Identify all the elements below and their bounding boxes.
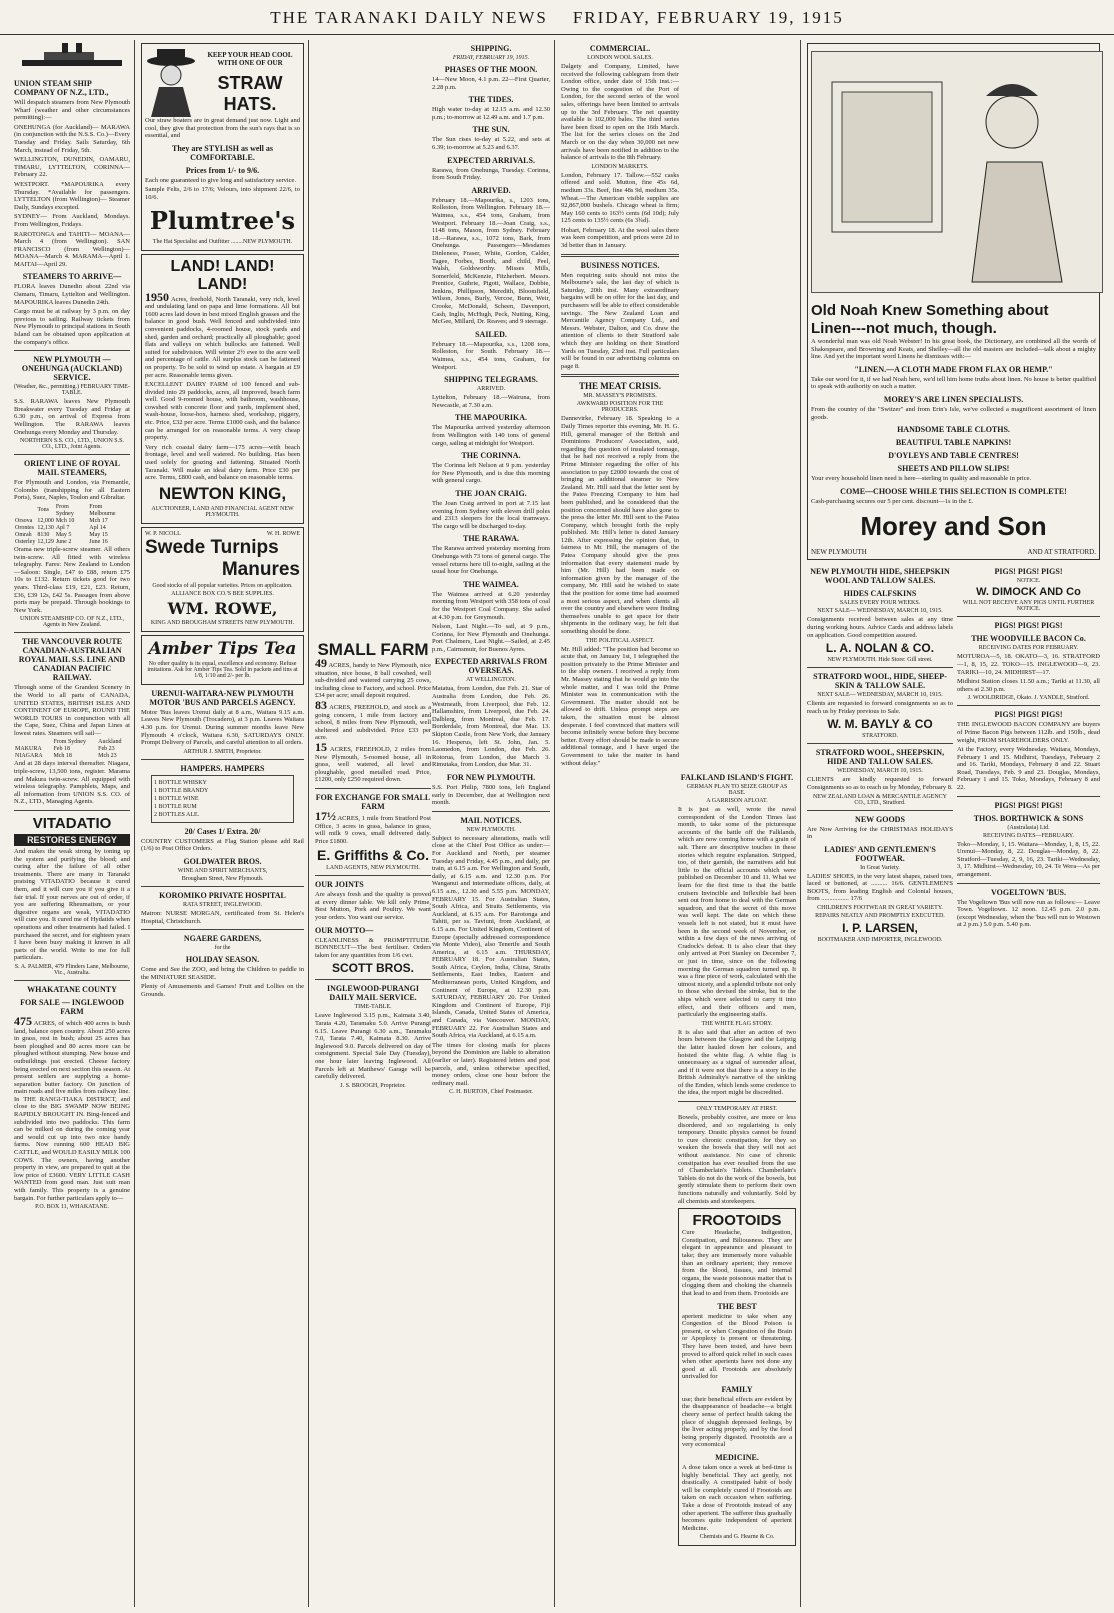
- linen-shop-illustration: [811, 51, 1103, 293]
- shipping-heading: SHIPPING.: [470, 44, 512, 53]
- straw-stylish: They are STYLISH as well as COMFORTABLE.: [172, 143, 273, 162]
- meat-crisis-heading: THE MEAT CRISIS.: [579, 381, 661, 392]
- column-shipping-news: [311, 40, 555, 1607]
- dimock-name: W. DIMOCK AND Co: [976, 586, 1081, 599]
- urenui-heading: URENUI-WAITARA-NEW PLYMOUTH MOTOR 'BUS AND PARCELS AGENCY.: [149, 688, 296, 707]
- onehunga-sub: (Weather, &c., permitting.) FEBRUARY TIME-TABLE.: [14, 384, 130, 397]
- business-heading: BUSINESS NOTICES.: [580, 260, 660, 270]
- morey-from: From the country of the "Switzer" and from Erin's Isle, we've collected a magnificent assortment of linen goods.: [811, 405, 1096, 421]
- list-item: 1 BOTTLE WINE: [154, 795, 199, 802]
- pigs-column: PIGS! PIGS! PIGS! NOTICE. W. DIMOCK AND Co WILL NOT RECEIVE ANY PIGS UNTIL FURTHER NOTICE. PIGS! PIGS! PIGS! THE WOODVILLE BACON Co. RECEIVING DATES FOR FEBRUARY. MOTUROA—5, 18. OKATO—3, 16. STRATFORD—1, 8, 15, 22. TOKO—15. INGLEWOOD—9, 23. TARIKI—10, 24. MIDHIRST—17. Midhirst Station closes 11.50 a.m.; Tariki at 11.30, all others at 2.30 p.m. J. WOOLDRIDGE, Okato. J. YANDLE, Stratford. PIGS! PIGS! PIGS! THE INGLEWOOD BACON COMPANY are buyers of Prime Bacon Pigs between 112lb. and 150lb., dead weight, FROM SHAREHOLDERS ONLY. At the Factory, every Wednesday. Waitara, Mondays, February 1 and 15. Midhirst, Tuesdays, February 2 and 16. Tariki, Mondays, February 8 and 22. Stuart Road, Tuesdays, Feb. 9 and 23. Douglas, Mondays, February 1 and 15. Toko, Mondays, February 8 and 22. PIGS! PIGS! PIGS! THOS. BORTHWICK & SONS (Australasia) Ltd. RECEIVING DATES—FEBRUARY. Toko—Monday, 1, 15. Waitara—Monday, 1, 8, 15, 22. Urenui—Monday, 8, 22. Douglas—Monday, 8, 22. Stratford—Tuesday, 2, 9, 16, 23. Tariki—Wednesday, 3, 17. Midhirst—Wednesday, 10, 24. Te Wera—As per arrangement. VOGELTOWN 'BUS. The Vogeltown 'Bus will now run as follows:— Leave Town. Vogeltown. 12 noon. 12.45 p.m. 2.0 p.m. (except Wednesday, when the 'bus will run to Westown at 2 p.m.) 5.0 p.m. 5.40 p.m.: [956, 567, 1100, 929]
- orient-heading: ORIENT LINE OF ROYAL MAIL STEAMERS,: [24, 459, 120, 478]
- ngaere-foot: Plenty of Amusements and Games! Fruit and Lollies on the Grounds.: [141, 983, 304, 998]
- newton-sub: AUCTIONEER, LAND AND FINANCIAL AGENT NEW PLYMOUTH.: [151, 505, 294, 518]
- list-item: HANDSOME TABLE CLOTHS.: [897, 425, 1010, 435]
- vancouver-table: From Sydney Auckland MAKURA Feb 18 Feb 23 NIAGARA Mch 18 Mch 23: [14, 739, 130, 760]
- griffiths-name: E. Griffiths & Co.: [317, 847, 429, 864]
- alliance: ALLIANCE BOX CO.'S BEE SUPPLIES.: [171, 590, 274, 597]
- vancouver-body: Through some of the Grandest Scenery in the World to all parts of CANADA, UNITED STATES, BRITISH ISLES AND CONTINENT OF EUROPE, ROUND THE WORLD TOURS in conjunction with all the Cape, Suez, China and Japan Lines at lowest rates. Steamers will sail—: [14, 684, 130, 737]
- list-item: 2 BOTTLES ALE.: [154, 811, 200, 818]
- rowe-ad: [141, 527, 304, 632]
- list-item: SHEETS AND PILLOW SLIPS!: [897, 464, 1010, 474]
- smallfarm-section: SMALL FARM 49 ACRES, handy to New Plymouth, nice situation, nice house, 8 ball cowshed, well sub-divided and watered carrying 25 cows, including close to Factory, and school. Price £34 per acre; small deposit required. 83 ACRES, FREEHOLD, and stock as a going concern, 1 mile from factory and school, 8 miles from New Plymouth, well sheltered and subdivided. Price £33 per acre. 15 ACRES, FREEHOLD, 2 miles from New Plymouth, 5-roomed house, all in grass, well watered, all level and ploughable, good metalled road. Price, £1200, only £250 required down. FOR EXCHANGE FOR SMALL FARM 17½ ACRES, 1 mile from Stratford Post Office, 3 acres in grass, balance in grass, will milk 9 cows, small delivered daily. Price £1800. E. Griffiths & Co. LAND AGENTS, NEW PLYMOUTH. OUR JOINTS Are always fresh and the quality is proved at every dinner table. We kill only Prime, Best Mutton, Pork and Poultry. We want your orders. You want our service. OUR MOTTO— CLEANLINESS & PROMPTITUDE. BONNECUT—The best fertiliser. Orders taken for any quantities from 1/6 cwt. SCOTT BROS. INGLEWOOD-PURANGI DAILY MAIL SERVICE. TIME-TABLE. Leave Inglewood 3.15 p.m., Kaimata 3.40, Tarata 4.20, Taramaku 5.0. Arrive Purangi 6.15. Leave Purangi 6.30 a.m., Taramaku 7.0, Tarata 7.40, Kaimata 8.30. Arrive Inglewood 9.0. Parcels delivered on day of consignment. Special Sale Day (Tuesday), one hour later leaving Inglewood. All Parcels left at Matthews' Garage will be carefully delivered. J. S. BROOGH, Proprietor.: [315, 640, 431, 1089]
- table-row: MAKURA Feb 18 Feb 23: [15, 746, 115, 753]
- griffiths-sub: LAND AGENTS, NEW PLYMOUTH.: [326, 865, 420, 872]
- amber-title: Amber Tips Tea: [148, 638, 297, 659]
- mail-note: The times for closing mails for places beyond the Dominion are liable to alteration (earlier or later). Registered letters and post parcels, and, unless otherwise specified, money orders, close one hour before the ordinary mail.: [432, 1041, 550, 1087]
- morey-np: NEW PLYMOUTH: [811, 548, 867, 557]
- smallfarm-3: ACRES, FREEHOLD, 2 miles from New Plymouth, 5-roomed house, all in grass, well watered, all level and ploughable, good metalled road. Price, £1200, only £250 required down.: [315, 745, 431, 784]
- koromiko-body: Matron: NURSE MORGAN, certificated from St. Helen's Hospital, Christchurch.: [141, 909, 304, 925]
- paper-name: THE TARANAKI DAILY NEWS: [270, 8, 548, 27]
- rowe-big: WM. ROWE,: [167, 598, 278, 618]
- vitadatio-title: VITADATIO: [32, 815, 112, 833]
- straw-hats-ad: [141, 43, 304, 251]
- onehunga-body: S.S. RARAWA leaves New Plymouth Breakwater every Tuesday and Friday at 6.30 p.m., on arrival of Express from Wellington. The RARAWA leaves Onehunga every Monday and Thursday.: [14, 398, 130, 436]
- ingle-body: Leave Inglewood 3.15 p.m., Kaimata 3.40, Tarata 4.20, Taramaku 5.0. Arrive Purangi 6.15. Leave Purangi 6.30 a.m., Taramaku 7.0, Tarata 7.40, Kaimata 8.30. Arrive Inglewood 9.0. Parcels delivered on day of consignment. Special Sale Day (Tuesday), one hour later leaving Inglewood. All Parcels left at Matthews' Garage will be carefully delivered.: [315, 1012, 431, 1081]
- commercial-heading: COMMERCIAL.: [589, 44, 651, 53]
- usc-intro: Will despatch steamers from New Plymouth Wharf (weather and other circumstances permitting):—: [14, 99, 130, 122]
- noah-quote: "LINEN.—A CLOTH MADE FROM FLAX OR HEMP.": [854, 364, 1053, 374]
- morey-linen-ad: [807, 43, 1100, 560]
- frootoids-ad: FROOTOIDS Cure Headache, Indigestion, Constipation, and Biliousness. They are elegant in appearance and pleasant to take; they are immensely more valuable than an ordinary aperient; they remove from the blood, tissues, and internal organs, the waste poisonous matter that is clogging them and choking the channels that lead to and from them. Frootoids are THE BEST aperient medicine to take when any Congestion of the Blood Poison is present, or when Congestion of the Brain or Apoplexy is present or threatening. They have been tested, and have been proved to afford quick relief in such cases when other aperients have not done any good at all. Frootoids are absolutely unrivalled for FAMILY use; their beneficial effects are evident by the disappearance of headache—a bright cheery sense of perfect health taking the place of sluggish depressed feelings, by the liver acting properly, and by the food being properly digested. Frootoids are a very economical MEDICINE. A dose taken once a week at bed-time is highly beneficial. They act gently, not drastically. A constipated habit of body will be completely cured if Frootoids are taken on each occasion when suffering. Take a dose of Frootoids instead of any other aperient. The sufferer thus gradually becomes quite independent of aperient Medicine. Chemists and G. Hearne & Co.: [678, 1208, 796, 1546]
- table-row: Orontes 12,130 Apl 7 Apl 14: [15, 524, 106, 531]
- vancouver-heading: THE VANCOUVER ROUTE CANADIAN-AUSTRALIAN ROYAL MAIL S.S. LINE AND CANADIAN PACIFIC RAILWAY.: [18, 637, 126, 683]
- hampers-price: 20/ Cases 1/ Extra. 20/: [184, 826, 261, 836]
- manures: Manures: [221, 558, 300, 580]
- steamers-arrive: FLORA leaves Dunedin about 22nd via Oamaru, Timaru, Lyttelton and Wellington. MAPOURIKA leaves Dunedin 24th.: [14, 283, 130, 306]
- borthwick-name: THOS. BORTHWICK & SONS: [973, 813, 1084, 823]
- urenui-sign: ARTHUR J. SMITH, Proprietor.: [183, 748, 262, 755]
- orient-col: From Melbourne: [89, 503, 116, 517]
- morey-lead: MOREY'S ARE LINEN SPECIALISTS.: [883, 394, 1024, 404]
- morey-cash: Cash-purchasing secures our 5 per cent. discount—1s in the £.: [811, 497, 974, 505]
- goldwater-sub: WINE AND SPIRIT MERCHANTS,: [177, 867, 268, 874]
- falkland-heading: FALKLAND ISLAND'S FIGHT.: [680, 773, 794, 783]
- manures-sub: Good stocks of all popular varieties. Prices on application.: [152, 582, 293, 589]
- list-item: 1 BOTTLE WHISKY: [154, 779, 207, 786]
- newton-king: NEWTON KING,: [158, 483, 287, 503]
- usc-heading: UNION STEAM SHIP COMPANY OF N.Z., LTD.,: [14, 79, 109, 97]
- paper-date: FRIDAY, FEBRUARY 19, 1915: [572, 8, 844, 27]
- shipping-section: SHIPPING. FRIDAY, FEBRUARY 19, 1915. PHASES OF THE MOON. 14—New Moon, 4.1 p.m. 22—First Quarter, 2.28 p.m. THE TIDES. High water to-day at 12.15 a.m. and 12.30 p.m.; to-morrow at 12.49 a.m. and 1.7 p.m. THE SUN. The Sun rises to-day at 5.22, and sets at 6.39; to-morrow at 5.23 and 6.37. EXPECTED ARRIVALS. Rarawa, from Onehunga, Tuesday. Corinna, from South Friday. ARRIVED. February 18.—Mapourika, s., 1203 tons, Rolleston, from Wellington. February 18.—Waimea, s.s., 454 tons, Graham, from Westport. February 18.—Joan Craig, s.s., 1148 tons, Mason, from Sydney. February 18.—Rarawa, s.s., 1072 tons, Bark, from Onehunga. Passengers—Mesdames Dinleness, Fraser, White, Gordon, Calder, Tagee, Forbes, Booth, and child, Peel, Walsh, Goldsworthy. Misses Mills, Somerfeld, McKenzie, Fitzherbert. Messrs. Prentice, Guthrie, Pigott, Wallace, Dobbie, Jenkins, Phillipson, Meredith, Bloomfield, Wilson, Jones, Burly, Vercoe, Bunn, Weir, Crooke, McDonald, Scheen, Davenport, Cash, Inglis, McHugh, Peck, Nutting, King, McGee, Millard, Dr. Reaves; and 9 steerage. SAILED. February 18.—Mapourika, s.s., 1208 tons, Rolleston, for South. February 18.—Waimea, s.s., 454 tons, Graham, for Westport. SHIPPING TELEGRAMS. ARRIVED. Lyttelton, February 18.—Wairuna, from Newcastle, at 7.30 a.m. THE MAPOURIKA. The Mapourika arrived yesterday afternoon from Wellington with 140 tons of general cargo, sailing at midnight for Westport. THE CORINNA. The Corinna left Nelson at 9 p.m. yesterday for New Plymouth, and is due this morning with general cargo. THE JOAN CRAIG. The Joan Craig arrived in port at 7.15 last evening from Sydney with eleven drill poles and 2313 sleepers for the local tramways. The cargo will be discharged to-day. THE RARAWA. The Rarawa arrived yesterday morning from Onehunga with 73 tons of general cargo. The vessel returns here till to-night, sailing at the usual hour for Onehunga. THE WAIMEA. The Waimea arrived at 6.20 yesterday morning from Westport with 358 tons of coal for the Westport Coal Company. She sailed at 4.30 p.m. for Greymouth. Nelson, Last Night.—To sail, at 9 p.m., Corinna, for New Plymouth and Onehunga. Port Chalmers, Last Night.—Sailed, at 2.45 p.m., Cairnsmuir, for Buenos Ayres. EXPECTED ARRIVALS FROM OVERSEAS. AT WELLINGTON. Matatua, from London, due Feb. 21. Star of Australia from London, due Feb. 26. Westmeath, from Liverpool, due Feb. 12. Hallamshire, from Liverpool, due Feb. 24. Dalblerg, from Montreal, due Feb. 17. Borderdale, from Montreal, due Mar. 13. Skipton Castle, from New York, due January 16. Hesperus, left St. John, Jan. 5. Laomedon, from London, due Feb. 26. Rotorua, from London, due March 3. Rimutaka, from London, due Mar. 31. FOR NEW PLYMOUTH. S.S. Port Philip, 7800 tons, left England early in December, due at Wellington next month. MAIL NOTICES. NEW PLYMOUTH. Subject to necessary alterations, mails will close at the Chief Post Office as under:— For Auckland and North, per steamer Tuesday and Friday, 4.45 p.m., and daily, per train, at 6.15 a.m. For Wellington and South, daily, at 6.15 a.m. and 12.30 p.m. For Wanganui and intermediate offices, daily, at 6.15 a.m., 12.30 and 5.55 p.m. MONDAY, FEBRUARY 15. For Australian States, South Africa, and Straits Settlements, via Auckland, at 6.15 a.m. For Rarotonga and Tahiti, per ss. Taviuni, from Auckland, at 6.15 a.m. For United Kingdom, Continent of Europe (specially addressed correspondence via Monte Video), also Tenerife and South America, at 6.15 a.m. THURSDAY, FEBRUARY 18. For Australian States, South Africa, Ceylon, India, China, Straits Settlements, East Indies, Eastern and Mediterranean ports, United Kingdom, and Continent of Europe, at 12.30 p.m. SATURDAY, FEBRUARY 20. For United Kingdom and Continent of Europe, Fiji Islands, Canada, United States of America, and Canada, via Vancouver. MONDAY, FEBRUARY 22. For Australian States and South Africa, via Auckland, at 6.15 a.m. The times for closing mails for places beyond the Dominion are liable to alteration (earlier or later). Registered letters and post parcels, and, unless otherwise specified, money orders, close one hour before the ordinary mail. C. H. BURTON, Chief Postmaster.: [432, 44, 550, 1096]
- orient-table: [14, 504, 130, 546]
- straw-body: Our straw boaters are in great demand just now. Light and cool, they give that protection from the sun's rays that is so essential, and: [145, 117, 300, 140]
- mail-body: Subject to necessary alterations, mails will close at the Chief Post Office as under:— For Auckland and North, per steamer Tuesday and Friday, 4.45 p.m., and daily, per train, at 6.15 a.m. For Wellington and South, daily, at 6.15 a.m. and 12.30 p.m. For Wanganui and intermediate offices, daily, at 6.15 a.m., 12.30 and 5.55 p.m. MONDAY, FEBRUARY 15. For Australian States, South Africa, and Straits Settlements, via Auckland, at 6.15 a.m. For Rarotonga and Tahiti, per ss. Taviuni, from Auckland, at 6.15 a.m. For United Kingdom, Continent of Europe (specially addressed correspondence via Monte Video), also Tenerife and South America, at 6.15 a.m. THURSDAY, FEBRUARY 18. For Australian States, South Africa, Ceylon, India, China, Straits Settlements, East Indies, Eastern and Mediterranean ports, United Kingdom, and Continent of Europe, at 12.30 p.m. SATURDAY, FEBRUARY 20. For United Kingdom and Continent of Europe, Fiji Islands, Canada, United States of America, and Canada, via Vancouver. MONDAY, FEBRUARY 22. For Australian States and South Africa, via Auckland, at 6.15 a.m.: [432, 834, 550, 1040]
- commercial-section: COMMERCIAL. LONDON WOOL SALES. Dalgety and Company, Limited, have received the following cablegram from their London office, under date of 15th inst.:—Owing to the congestion of the Port of London, for the second series of the wool sales, offerings have been limited to arrivals up to the 3rd February. The net quantity available is 102,000 bales. The third series have been fixed to open on the 16th March. The list for the series closes on the 2nd March or on the day when 30,000 net new arrivals have been notified in addition to the balance of arrivals to the 8th February. LONDON MARKETS. London, February 17. Tallow.—552 casks offered and sold. Mutton, fine 45s 6d, medium 33s. Beef, fine 48s 9d, medium 35s. Wheat.—The American visible supplies are 92,867,000 bushels. Chicago wheat is firm; May 160 cents to 163½ cents (6d 10d); July 125 cents to 135½ cents (6s 3¾d). Hobart, February 18. At the wool sales there was keen competition, and prices were 2d to 3d better than in January. BUSINESS NOTICES. Men requiring suits should not miss the Melbourne's sale, the last day of which is Saturday, 20th inst. Many extraordinary bargains will be on offer for the last day, and purchasers will be able to effect considerable savings. The New Zealand Loan and Mercantile Agency Company Ltd., and Messrs. Webster, Dalton, and Co. draw the attention of clients to their Stratford sale which they are holding on their Stratford Yards on Tuesday, 23rd inst. Full particulars will be found in our advertising columns on page 8. THE MEAT CRISIS. MR. MASSEY'S PROMISES. AWKWARD POSITION FOR THE PRODUCERS. Dannevirke, February 18. Speaking to a Daily Times reporter this evening, Mr. H. G. Hill, general manager of the British and Dominions Producers' Association, said, regarding the question of insulated tonnage, that he had not received a reply from the Prime Minister regarding the offer of his association to pay £2000 towards the cost of bringing an additional steamer to New Zealand. Mr. Hill said that the letter sent by the Patea Freezing Company to him had been published, and he considered that the position concerned should have also gone to the press the letter Mr. Hill sent to the Patea Company, which brought forth the reply published. Mr. Hill's letter is dated January 12th. After expressing the opinion that, in fairness to Mr. Hill, the managers of the Patea Company should give the pres information that every statement made by him (Mr. Hill) had been made on information given by the manager of the company, Mr. Hill said he wished to state that the position for some time had assumed a most serious aspect, and when clients all over the country and elsewhere were finding themselves unable to get space for their shipments in the ordinary way, he felt that something should be done. THE POLITICAL ASPECT. Mr. Hill added: "The position had become so acute that, on January 1st, I telegraphed the position privately to the Prime Minister and to the ship owners. I received a reply from Mr. Massey stating that he would go into the whole matter, and I was told the Prime Minister was in communication with the Government. The matter should not be allowed to drift. Unless prompt steps are taken, the situation must be almost desperate. I feel convinced that matters will become infinitely worse before they become better. Every effort should be made to secure additional tonnage, and I have urged the Government to take the matter in hand without delay.": [561, 44, 679, 767]
- whakatane-heading: WHAKATANE COUNTY: [27, 984, 117, 994]
- amber-sub: No other quality is its equal, excellence and economy. Refuse imitations. Ask for Amber Tips Tea. Sold in packets and tins at 1/8, 1/10 and 2/- per lb.: [147, 660, 298, 679]
- hides-column: NEW PLYMOUTH HIDE, SHEEPSKIN WOOL AND TALLOW SALES. HIDES CALFSKINS SALES EVERY FOUR WEEKS. NEXT SALE— WEDNESDAY, MARCH 10, 1915. Consignments received between sales at any time during working hours. Advice Cards and address labels on application. Good competition assured. L. A. NOLAN & CO. NEW PLYMOUTH. Hide Store: Gill street. STRATFORD WOOL, HIDE, SHEEP-SKIN & TALLOW SALE. NEXT SALE— WEDNESDAY, MARCH 10, 1915. Clients are requested to forward consignments so as to reach us by Friday previous to Sale. W. M. BAYLY & CO STRATFORD. STRATFORD WOOL, SHEEPSKIN, HIDE AND TALLOW SALES. WEDNESDAY, MARCH 10, 1915. CLIENTS are kindly requested to forward Consignments so as to reach us by Monday, February 8. NEW ZEALAND LOAN & MERCANTILE AGENCY CO., LTD., Stratford. NEW GOODS Are Now Arriving for the CHRISTMAS HOLIDAYS in LADIES' AND GENTLEMEN'S FOOTWEAR. In Great Variety. LADIES' SHOES, in the very latest shapes, raised toes, laced or buttoned, at .......... 16/6. GENTLEMEN'S BOOTS, from leading English and Colonial houses, from ................. 17/6 CHILDREN'S FOOTWEAR IN GREAT VARIETY. REPAIRS NEATLY AND PROMPTLY EXECUTED. I. P. LARSEN, BOOTMAKER AND IMPORTER, INGLEWOOD.: [807, 567, 953, 944]
- morey-come: COME—CHOOSE WHILE THIS SELECTION IS COMPLETE!: [840, 486, 1067, 496]
- list-item: D'OYLEYS AND TABLE CENTRES!: [888, 451, 1019, 461]
- scott-bros: SCOTT BROS.: [331, 961, 414, 976]
- goldwater-addr: Brougham Street, New Plymouth.: [181, 875, 264, 882]
- noah-title: Old Noah Knew Something about Linen---not much, though.: [811, 302, 1049, 337]
- smallfarm-title: SMALL FARM: [317, 640, 429, 659]
- whakatane-body: 475 ACRES, of which 400 acres is bush land, balance open country. About 250 acres in grass, rest in bush; about 25 acres has been ploughed and 80 acres more can be ploughed without stumping. New house and outbuildings just erected. Cheese factory being erected on next section this season. At present settlers are supplying a home-separation butter factory. On junction of main roads and five miles from railway line. In THE RANGI-TIAKA DISTRICT, and close to the BIG SWAMP NOW BEING RAPIDLY BROUGHT IN. Bing-fenced and subdivided into two paddocks. This farm can be milked on during the coming year and would cut up into two nice handy farms. Now running 600 HEAD BIG CATTLE, and WOULD EASILY MILK 100 COWS. The owners, having another property in view, are prepared to quit at the low price of £3600. VERY LITTLE CASH WANTED from good man. Just suit man with family. This property is a genuine bargain. For further particulars apply to—: [14, 1013, 130, 1202]
- hampers-heading: HAMPERS. HAMPERS: [180, 763, 265, 773]
- nolan-name: L. A. NOLAN & CO.: [825, 641, 935, 656]
- plumtree-sub: The Hat Specialist and Outfitter ........NEW PLYMOUTH.: [152, 238, 293, 245]
- exchange-heading: FOR EXCHANGE FOR SMALL FARM: [315, 792, 431, 811]
- whakatane-sign: P.O. BOX 11, WHAKATANE.: [35, 1204, 109, 1211]
- morey-note: Your every household linen need is here—sterling in quality and reasonable in price.: [811, 475, 1032, 483]
- bayly-name: W. M. BAYLY & CO: [827, 717, 933, 732]
- motto-heading: OUR MOTTO—: [315, 925, 374, 935]
- table-row: Omrah 8130 May 5 May 15: [15, 531, 108, 538]
- joints-body: Are always fresh and the quality is proved at every dinner table. We kill only Prime, Best Mutton, Pork and Poultry. We want your orders. You want our service.: [315, 891, 431, 922]
- swede-turnips: Swede Turnips: [145, 536, 279, 558]
- straw-samples: Sample Felts, 2/6 to 17/6; Velours, into shipment 22/6, to 10/6.: [145, 186, 300, 201]
- northern-agents: NORTHERN S.S. CO., LTD., UNION S.S. CO., LTD., Joint Agents.: [20, 438, 124, 451]
- straw-guarantee: Each one guaranteed to give long and satisfactory service.: [145, 176, 297, 184]
- column-advertisements: [137, 40, 309, 1607]
- masthead: [0, 8, 1114, 35]
- ngaere-for: for the: [214, 945, 231, 952]
- usc-onehunga: ONEHUNGA (for Auckland)— MARAWA (in conjunction with the N.S.S. Co.)—Every Tuesday and Friday. Sails Saturday, 6th March, instead of Friday, 5th.: [14, 123, 130, 154]
- usc-sydney: SYDNEY— From Auckland, Mondays. From Wellington, Fridays.: [14, 213, 130, 228]
- falkland-section: FALKLAND ISLAND'S FIGHT. GERMAN PLAN TO SEIZE GROUP AS BASE. A GARRISON AFLOAT. It is just as well, wrote the naval correspondent of the London Times last month, to take some of the picturesque accounts of the battle off the Falklands, which are now coming home with a grain of salt. There are descriptive touches in these stories which require explanation. Stripped, too, of their garnish, the narratives add but little to the official accounts which were published on December 10 and 11. What we learn for the first time is that the battle cruisers Invincible and Inflexible had been sent out from home to deal with the German squadron, and that the secret of this move was well kept. The date on which these vessels left is not stated, but it must have been in the second week of November, or within a few days of the news arriving of Cradock's defeat. It is also clear that they only arrived at Port Stanley on December 7, or just in time, since on the following morning the German squadron turned up. It was a fine piece of work, calculated with the utmost nicety, and a splendid tribute not only to those who devised the stroke, but to the ships which were selected to carry it into effect, and their officers and men, particularly the engineering staffs. THE WHITE FLAG STORY. It is also said that after an action of two hours between the Glasgow and the Leipzig the latter hauled down her colours, and hoisted the white flag. A white flag is unnecessary as a signal of surrender afloat, and if it were not that there is a story in the British Admiralty's narrative of the sinking of the Emden, which lends some credence to the idea, the report might be discredited. ONLY TEMPORARY AT FIRST. Bowels, probably costive, are more or less disordered, and so regularising is only temporary. Drastic physics cannot be found to cure chronic constipation, for they so weaken the bowels that they will not act without assistance. No case of chronic constipation has ever resulted from the use of Chamberlain's Tablets. Chamberlain's Tablets do not do the work of the bowels, but gently stimulate them to perform their own functions naturally and voluntarily. Sold by all chemists and storekeepers. FROOTOIDS Cure Headache, Indigestion, Constipation, and Biliousness. They are elegant in appearance and pleasant to take; they are immensely more valuable than an ordinary aperient; they remove from the blood, tissues, and internal organs, the waste poisonous matter that is clogging them and choking the channels that lead to and from them. Frootoids are THE BEST aperient medicine to take when any Congestion of the Blood Poison is present, or when Congestion of the Brain or Apoplexy is present or threatening. They have been tested, and have been proved to afford quick relief in such cases when other aperients have not done any good at all. Frootoids are absolutely unrivalled for FAMILY use; their beneficial effects are evident by the disappearance of headache—a bright cheery sense of perfect health taking the place of sluggish depressed feelings, by the liver acting properly, and by the food being properly digested. Frootoids are a very economical MEDICINE. A dose taken once a week at bed-time is highly beneficial. They act gently, not drastically. A constipated habit of body will be completely cured if Frootoids are taken on each occasion when suffering. Take a dose of Frootoids instead of any other aperient. The sufferer thus gradually becomes quite independent of aperient Medicine. Chemists and G. Hearne & Co.: [678, 769, 796, 1549]
- usc-westport: WESTPORT. *MAPOURIKA every Thursday. *Available for passengers. LYTTELTON (from Wellington)— Steamer Daily, Sundays excepted.: [14, 180, 130, 211]
- orient-col: From Sydney: [55, 503, 74, 517]
- motto-body: CLEANLINESS & PROMPTITUDE. BONNECUT—The best fertiliser. Orders taken for any quantities from 1/6 cwt.: [315, 936, 431, 959]
- straw-title: STRAW HATS.: [217, 73, 283, 114]
- column-linen-pigs: [803, 40, 1104, 1607]
- vitadatio-banner: RESTORES ENERGY: [14, 834, 130, 846]
- cargo-notice: Cargo must be at railway by 3 p.m. on day previous to sailing. Railway tickets from New Plymouth to principal stations in South Island can be obtained upon application at the company's office.: [14, 308, 130, 346]
- straw-lead: KEEP YOUR HEAD COOL WITH ONE OF OUR: [207, 51, 293, 67]
- noah-body2: Take our word for it, if we had Noah here, we'd tell him home truths about linen. No house is better qualified to speak with authority on such a matter.: [811, 375, 1096, 391]
- ngaere-holiday: HOLIDAY SEASON.: [185, 955, 260, 965]
- vitadatio-sign: S. A. PALMER, 479 Flinders Lane, Melbourne, Vic., Australia.: [14, 963, 130, 976]
- man-in-hat-illustration: [145, 47, 197, 117]
- ingle-sign: J. S. BROOGH, Proprietor.: [340, 1082, 406, 1089]
- smallfarm-1: ACRES, handy to New Plymouth, nice situation, nice house, 8 ball cowshed, well sub-divided and watered carrying 25 cows, including close to Factory, and school. Price £34 per acre; small deposit required.: [315, 662, 431, 700]
- shipping-date: FRIDAY, FEBRUARY 19, 1915.: [452, 55, 530, 61]
- list-item: BEAUTIFUL TABLE NAPKINS!: [895, 438, 1012, 448]
- land-title: LAND! LAND! LAND!: [170, 257, 275, 293]
- usc-rarotonga: RAROTONGA and TAHITI— MOANA—March 4 (from Wellington). SAN FRANCISCO (from Wellington)— MOANA—March 4. MARAMA—April 1. MAITAI—April 29.: [14, 230, 130, 268]
- ingle-heading: INGLEWOOD-PURANGI DAILY MAIL SERVICE.: [326, 984, 419, 1003]
- larsen-name: I. P. LARSEN,: [842, 921, 918, 936]
- list-item: 1 BOTTLE BRANDY: [154, 787, 209, 794]
- mail-sign: C. H. BURTON, Chief Postmaster.: [449, 1089, 533, 1096]
- column-commercial-falklands: [557, 40, 801, 1607]
- vancouver-foot: And at 28 days interval thereafter. Niagara, triple-screw, 13,500 tons, register. Marama and Makura twin-screw. All equipped with wireless telegraphy. Pamphlets, Maps, and all information from UNION S.S. CO. of N.Z., LTD., Managing Agents.: [14, 760, 130, 806]
- amber-tips-ad: [141, 635, 304, 685]
- orient-col: Tons: [37, 507, 49, 514]
- goldwater-lead: COUNTRY CUSTOMERS at Flag Station please add Rail (1/6) to Post Office Orders.: [141, 837, 304, 853]
- exchange-body: ACRES, 1 mile from Stratford Post Office, 3 acres in grass, balance in grass, will milk 9 cows, small delivered daily. Price £1800.: [315, 814, 431, 845]
- goldwater-name: GOLDWATER BROS.: [183, 856, 262, 866]
- morey-st: AND AT STRATFORD.: [1027, 548, 1096, 557]
- table-row: NIAGARA Mch 18 Mch 23: [15, 753, 117, 760]
- ngaere-title: NGAERE GARDENS,: [183, 934, 262, 944]
- plumtree-name: Plumtree's: [149, 205, 296, 235]
- mail-heading: MAIL NOTICES.: [460, 815, 522, 825]
- table-row: Osterley 12,129 June 2 June 16: [15, 538, 108, 545]
- usc-wellington: WELLINGTON, DUNEDIN, OAMARU, TIMARU, LYTTELTON, CORINNA—February 22.: [14, 156, 130, 179]
- woodville-name: THE WOODVILLE BACON Co.: [971, 634, 1086, 644]
- koromiko-addr: RATA STREET, INGLEWOOD.: [182, 901, 263, 908]
- noah-body: A wonderful man was old Noah Webster! In his great book, the Dictionary, are combined all the words of Shakespeare, and Browning and Keats, and Shelley—all the old masters are included—talk about a mighty line. And yet the important word Linens he dismisses with:—: [811, 338, 1096, 361]
- table-row: Orsova 12,000 Mch 10 Mch 17: [15, 517, 108, 524]
- land-ad: [141, 254, 304, 524]
- steamship-illustration: [14, 40, 130, 70]
- hampers-list: [151, 775, 294, 823]
- land-body: Acres, freehold, North Taranaki, very rich, level and undulating land on papa and lime formations. All but 1600 acres laid down in best mixed English grasses and the balance in good bush. Well fenced and subdivided into convenient paddocks, 4-roomed house, stock yards and shed, garden and orchard; practically all ploughable; good flats and valleys on which bullocks are fattened. Well suited for subdivision. Will winter 2½ ewe to the acre well and percentage of cattle. All surplus stock can be fattened on property. To be sold to wind up estate. A bargain at £9 per acre. Reasonable terms given.: [145, 295, 300, 379]
- land-acres: 1950: [145, 289, 169, 304]
- joints-heading: OUR JOINTS: [315, 880, 364, 890]
- whakatane-sale: FOR SALE — INGLEWOOD FARM: [20, 997, 124, 1016]
- rowe-short: W. H. ROWE: [266, 530, 300, 537]
- vitadatio-body: And makes the weak strong by toning up the system and purifying the blood; and curing after the failure of all other treatments. There are many in Taranaki praising VITADATIO because it cured them, and it will cure you if you give it a fair trial. If your nerves are out of order, if you are suffering Rheumatism, or your digestive organs are weak, VITADATIO will cure you. It cured me of Hydatids when operations and other treatments had failed. I purchased the secret, and for eighteen years I have been busy making it known in all parts of the world. Write to me for full particulars.: [14, 848, 130, 962]
- orient-fares: Orama new triple-screw steamer. All others twin-screw. All fitted with wireless telegraphy. Fares: New Zealand to London—Saloon: Single, £47 to £88, return £75 10s to £132. Return tickets good for two years. Third-class £19, £21, £23. Return, £36, £39 12s, £42 5s. Passages from above ports may be prepaid. Through bookings to New York.: [14, 545, 130, 614]
- steamers-arrive-heading: STEAMERS TO ARRIVE—: [22, 272, 122, 282]
- nicoll-name: W. P. NICOLL: [145, 530, 181, 537]
- morey-name: Morey and Son: [860, 511, 1047, 542]
- orient-col: [14, 504, 36, 518]
- orient-agent: UNION STEAMSHIP CO. OF N.Z., LTD., Agents in New Zealand.: [19, 616, 125, 629]
- koromiko-heading: KOROMIKO PRIVATE HOSPITAL: [159, 890, 286, 900]
- onehunga-heading: NEW PLYMOUTH — ONEHUNGA (AUCKLAND) SERVICE.: [21, 355, 123, 383]
- smallfarm-2: ACRES, FREEHOLD, and stock as a going concern, 1 mile from factory and school, 8 miles from New Plymouth, well sheltered and subdivided. Price £33 per acre.: [315, 703, 431, 742]
- land-coastal: Very rich coastal dairy farm—175 acres—with beach frontage, level and well watered. No building. Has been used solely for grazing and fattening. Situated North Taranaki. Will make an ideal dairy farm. Price £30 per acre. Terms, £800 cash, and balance on reasonable terms.: [145, 443, 300, 482]
- straw-prices: Prices from 1/- to 9/6.: [185, 165, 260, 175]
- whakatane-acres: 475: [14, 1013, 32, 1028]
- orient-body: For Plymouth and London, via Fremantle, Colombo (transhipping for all Eastern Ports), Suez, Naples, Toulon and Gibraltar.: [14, 479, 130, 502]
- frootoids-title: FROOTOIDS: [692, 1212, 782, 1230]
- rowe-address: KING AND BROUGHAM STREETS NEW PLYMOUTH.: [150, 619, 295, 626]
- column-shipping-ads: [10, 40, 135, 1607]
- land-dairy: EXCELLENT DAIRY FARM of 100 fenced and sub-divided into 29 paddocks, acres, all improved, beach farm well. Good 9-roomed house, with bathroom, washhouse, cowshed with concrete floor and yards, implement shed, wash-house, loose-box, harness shed, workshop, piggery, etc. Price, £32 per acre. Terms £1000 cash, and the balance can be arranged for on reasonable terms. A very cheap property.: [145, 381, 300, 442]
- urenui-body: Motor 'Bus leaves Urenui daily at 8 a.m., Waitara 9.15 a.m. Leaves New Plymouth (Trocadero), at 3 p.m. Leaves Waitara 4.30 p.m. for Urenui. During summer months leave New Plymouth 4 o'clock, Waitara 6.30, SATURDAYS ONLY. Prompt Delivery of Parcels, and careful attention to all orders.: [141, 708, 304, 747]
- ingle-timetable: TIME-TABLE.: [354, 1004, 392, 1011]
- list-item: 1 BOTTLE RUM: [154, 803, 197, 810]
- ngaere-body: Come and See the ZOO, and bring the Children to paddle in the MINIATURE SEASIDE.: [141, 966, 304, 981]
